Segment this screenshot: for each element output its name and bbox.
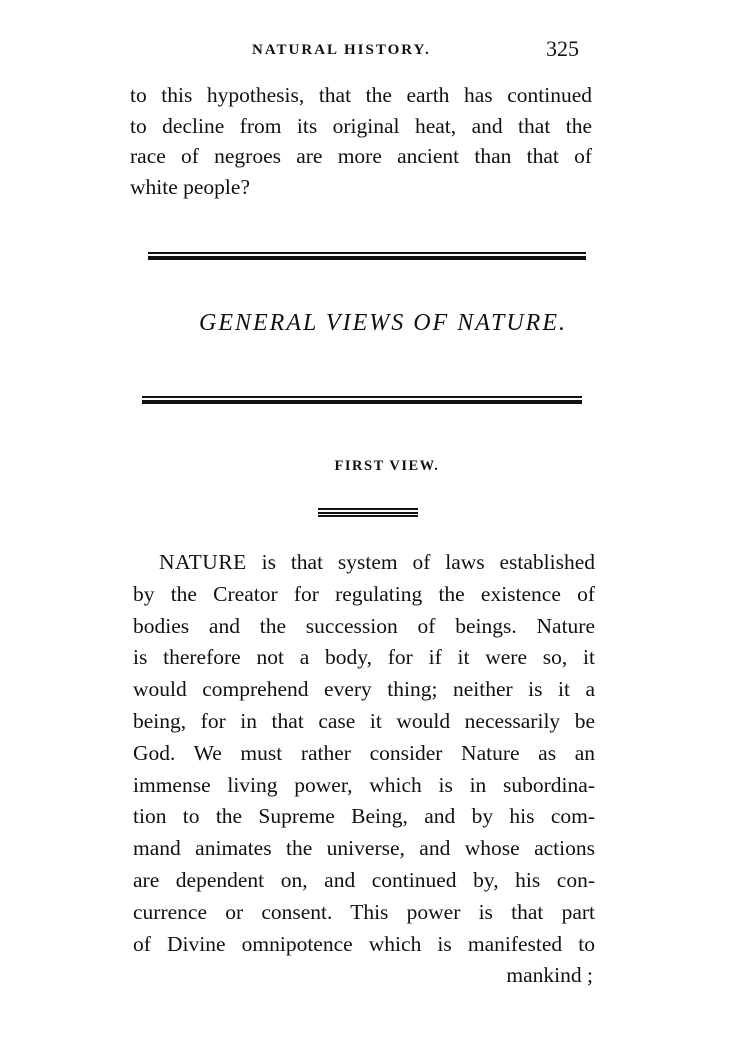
section-divider-top [148,252,586,260]
first-line-text: is that system of laws established [246,550,595,574]
text-line: race of negroes are more ancient than that of [130,144,592,168]
text-line: to decline from its original heat, and that the [130,113,592,138]
text-line: to this hypothesis, that the earth has continued [130,83,592,107]
text-line: mand animates the universe, and whose actions [133,836,595,861]
lead-word: NATURE [159,550,247,574]
text-line: would comprehend every thing; neither is it a [133,677,595,702]
text-line: God. We must rather consider Nature as an [133,740,595,765]
text-line: currence or consent. This power is that part [133,899,595,924]
section-divider-bottom [142,396,582,404]
running-title: NATURAL HISTORY. [252,42,431,58]
catchword: mankind ; [506,963,593,988]
text-line: of Divine omnipotence which is manifested to [133,931,595,956]
text-line: immense living power, which is in subordina- [133,772,595,797]
text-line: bodies and the succession of beings. Nature [133,613,595,638]
text-line: being, for in that case it would necessarily be [133,708,595,733]
main-paragraph [133,547,595,992]
running-head [0,36,750,66]
text-line: are dependent on, and continued by, his con- [133,867,595,892]
paragraph-first-line [133,547,595,579]
text-line: is therefore not a body, for if it were so, it [133,645,595,670]
view-heading: FIRST VIEW. [334,458,440,474]
continuation-paragraph [130,80,592,202]
text-line: tion to the Supreme Being, and by his com- [133,804,595,829]
text-line: by the Creator for regulating the existence of [133,581,595,606]
section-title: GENERAL VIEWS OF NATURE. [199,310,567,336]
text-line: white people? [130,174,250,199]
page-number: 325 [546,36,579,61]
heading-ornament-rule [318,508,418,517]
